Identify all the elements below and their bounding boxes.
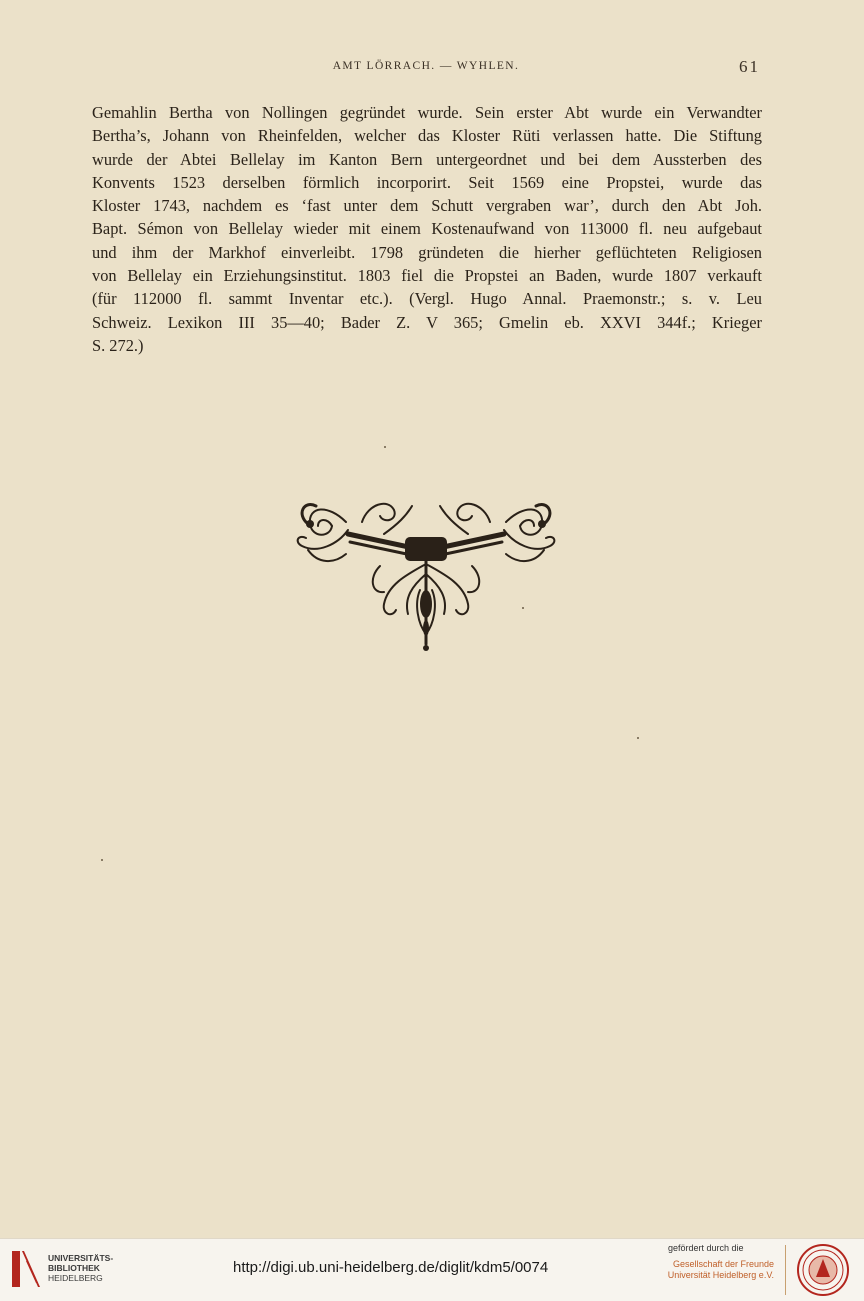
sponsor-label: gefördert durch die [668, 1243, 744, 1253]
text-line: von Bellelay ein Erziehungsinstitut. 1803 fiel die Propstei an Baden, wurde 1807 verkauft [92, 266, 762, 286]
text-line: Kloster 1743, nachdem es ‘fast unter dem Schutt vergraben war’, durch den Abt Joh. [92, 196, 762, 216]
library-name-line: HEIDELBERG [48, 1273, 103, 1283]
text-line: und ihm der Markhof einverleibt. 1798 gründeten die hierher geflüchteten Religiosen [92, 242, 762, 262]
sponsor-name-line: Gesellschaft der Freunde [672, 1259, 774, 1269]
ornament-vignette [288, 494, 564, 654]
sponsor-name-line: Universität Heidelberg e.V. [667, 1270, 774, 1280]
paper-speck [384, 446, 386, 448]
library-logo-icon [10, 1249, 42, 1289]
paper-speck [101, 859, 103, 861]
text-line: Bertha’s, Johann von Rheinfelden, welcher das Kloster Rüti verlassen hatte. Die Stiftung [92, 126, 762, 146]
text-line: wurde der Abtei Bellelay im Kanton Bern untergeordnet und bei dem Aussterben des [92, 149, 762, 169]
text-line: Gemahlin Bertha von Nollingen gegründet wurde. Sein erster Abt wurde ein Verwandter [92, 103, 762, 122]
text-line: S. 272.) [92, 335, 144, 355]
text-line: (für 112000 fl. sammt Inventar etc.). (Vergl. Hugo Annal. Praemonstr.; s. v. Leu [92, 289, 762, 309]
sponsor-name [668, 1259, 774, 1281]
paper-speck [522, 607, 524, 609]
text-line: Konvents 1523 derselben förmlich incorporirt. Seit 1569 eine Propstei, wurde das [92, 172, 762, 192]
running-head [92, 57, 760, 80]
university-seal-icon [796, 1243, 850, 1297]
running-title: AMT LÖRRACH. — WYHLEN. [332, 60, 520, 72]
body-paragraph [92, 101, 762, 357]
library-name-line: BIBLIOTHEK [48, 1263, 100, 1273]
library-name-line: UNIVERSITÄTS- [48, 1253, 114, 1263]
page-number: 61 [739, 57, 760, 76]
footer-divider [785, 1245, 786, 1295]
footer-bar [0, 1238, 864, 1301]
text-line: Bapt. Sémon von Bellelay wieder mit einem Kostenaufwand von 113000 fl. neu aufgebaut [92, 219, 762, 239]
text-line: Schweiz. Lexikon III 35—40; Bader Z. V 365; Gmelin eb. XXVI 344f.; Krieger [92, 312, 762, 332]
paper-speck [637, 737, 639, 739]
library-name [48, 1253, 113, 1283]
permalink-url[interactable]: http://digi.ub.uni-heidelberg.de/diglit/kdm5/0074 [233, 1259, 549, 1276]
